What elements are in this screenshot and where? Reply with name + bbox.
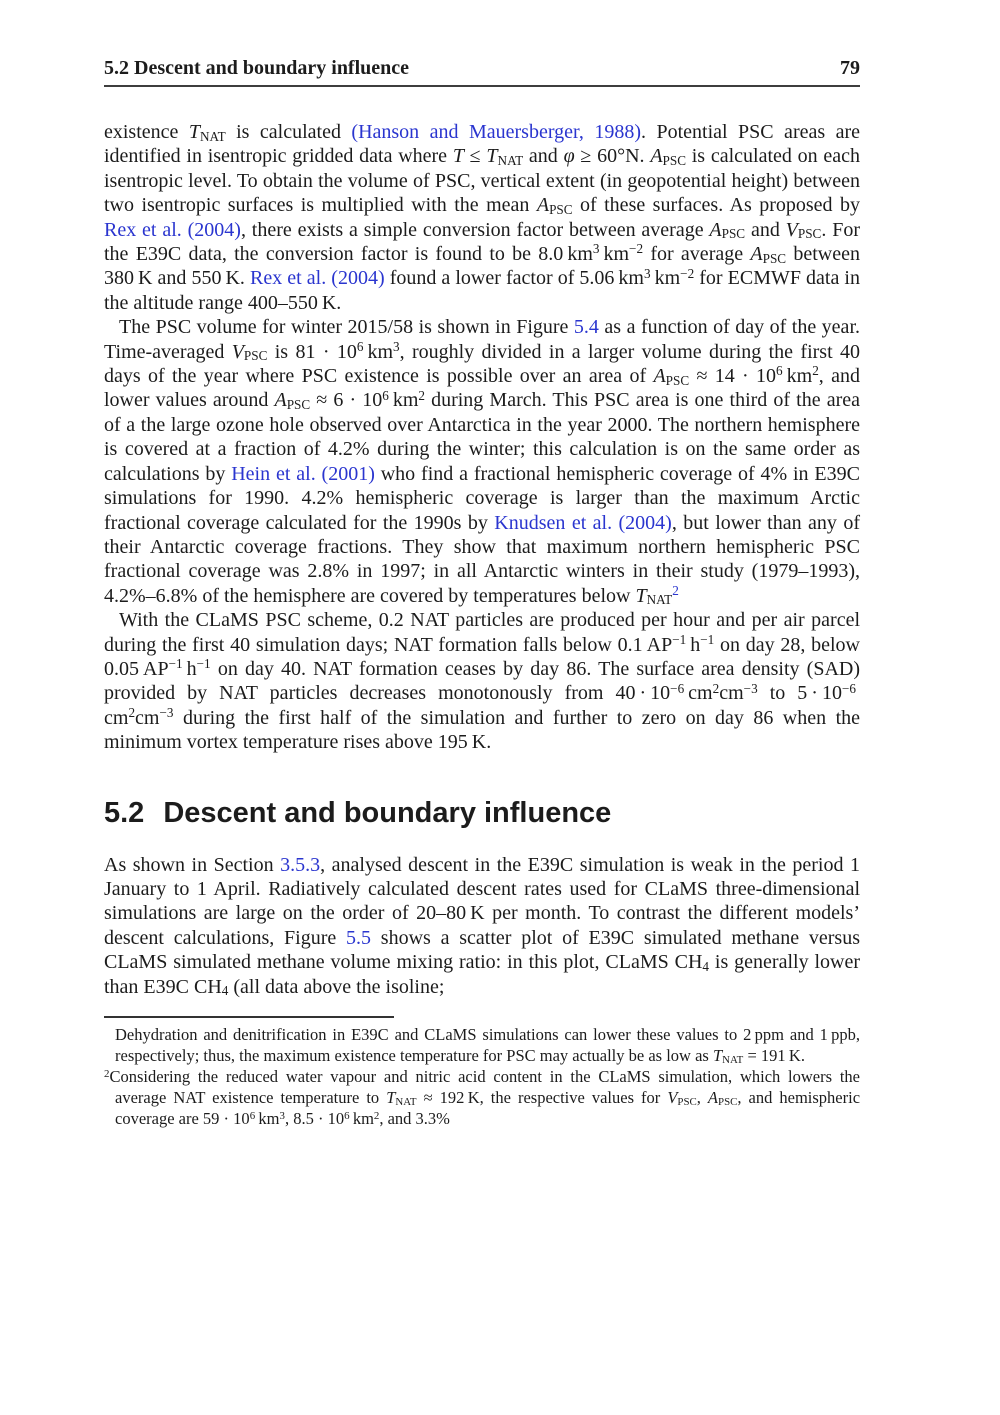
section-heading — [104, 796, 860, 830]
footnote-ref-2[interactable]: 2 — [672, 583, 679, 599]
body-text-after-heading — [104, 853, 860, 999]
paragraph-clams-scheme: With the CLaMS PSC scheme, 0.2 NAT particles are produced per hour and per air parcel during the first 40 simulation days; NAT formation falls below 0.1 $AP^{-1}$ $h^{-1}$ on day 28, below 0.05 $AP^{-1}$ $h^{-1}$ on day 40. NAT formation ceases by day 86. The surface area density (SAD) provided by NAT particles decreases monotonously from $40 \cdot 10^{-6}$ $cm^2cm^{-3}$ to $5 \cdot 10^{-6}$ $cm^2cm^{-3}$ during the first half of the simulation and further to zero on day 86 when the minimum vortex temperature rises above 195 K. — [104, 609, 860, 754]
citation-rex-2004-b[interactable]: Rex et al. (2004) — [250, 267, 385, 290]
footnotes — [104, 1024, 860, 1129]
footnote-rule — [104, 1016, 394, 1018]
running-header — [104, 0, 860, 80]
footnote-area — [104, 1016, 860, 1129]
page-number: 79 — [840, 57, 860, 79]
section-number: 5.2 — [104, 796, 145, 829]
paragraph-descent: As shown in Section 3.5.3, analysed descent in the E39C simulation is weak in the period 1 January to 1 April. Radiatively calculated descent rates used for CLaMS three-dimensional simulations are large on the order of 20–80 K per month. To contrast the different models’ descent calculations, Figure 5.5 shows a scatter plot of E39C simulated methane versus CLaMS simulated methane volume mixing ratio: in this plot, CLaMS $CH_4$ is generally lower than E39C $CH_4$ (all data above the isoline; — [104, 853, 861, 999]
figure-ref-5-4[interactable]: 5.4 — [573, 316, 599, 339]
header-rule — [104, 85, 860, 87]
citation-hein-2001[interactable]: Hein et al. (2001) — [231, 462, 375, 485]
footnote-2-marker: 2 — [104, 1067, 110, 1080]
citation-knudsen-2004[interactable]: Knudsen et al. (2004) — [494, 511, 672, 534]
footnote-2: $^2$Considering the reduced water vapour and nitric acid content in the CLaMS simulation, which lowers the average NAT existence temperature to $T_{NAT} \approx 192$ K, the respective values for $V_{PSC}$, $A_{PSC}$, and hemispheric coverage are $59 \cdot 10^6$ $km^3$, $8.5 \cdot 10^6$ $km^2$, and 3.3% — [104, 1067, 861, 1128]
citation-rex-2004[interactable]: Rex et al. (2004) — [104, 218, 241, 241]
running-header-title: 5.2 Descent and boundary influence — [104, 57, 410, 79]
section-title: Descent and boundary influence — [163, 796, 612, 829]
figure-ref-5-5[interactable]: 5.5 — [346, 926, 372, 949]
footnote-1-continuation: Dehydration and denitrification in E39C and CLaMS simulations can lower these values to 2 ppm and 1 ppb, respectively; thus, the maximum existence temperature for PSC may actually be as low as $T_{NAT} = 191$ K. — [115, 1025, 860, 1067]
body-text — [104, 120, 860, 755]
paragraph-psc-existence: existence $T_{NAT}$ is calculated (Hanson and Mauersberger, 1988). Potential PSC areas are identified in isentropic gridded data where $T \le T_{NAT}$ and φ ≥ 60°N. $A_{PSC}$ is calculated on each isentropic level. To obtain the volume of PSC, vertical extent (in geopotential height) between two isentropic surfaces is multiplied with the mean $A_{PSC}$ of these surfaces. As proposed by Rex et al. (2004), there exists a simple conversion factor between average $A_{PSC}$ and $V_{PSC}$. For the E39C data, the conversion factor is found to be 8.0 $km^3$ $km^{-2}$ for average $A_{PSC}$ between 380 K and 550 K. Rex et al. (2004) found a lower factor of 5.06 $km^3$ $km^{-2}$ for ECMWF data in the altitude range 400–550 K. — [104, 121, 861, 314]
citation-hanson-mauersberger-1988[interactable]: (Hanson and Mauersberger, 1988) — [351, 121, 641, 143]
section-ref-3-5-3[interactable]: 3.5.3 — [280, 853, 321, 876]
paragraph-psc-volume: The PSC volume for winter 2015/58 is shown in Figure 5.4 as a function of day of the year. Time-averaged $V_{PSC}$ is $81 \cdot 10^6$ $km^3$, roughly divided in a larger volume during the first 40 days of the year where PSC existence is possible over an area of $A_{PSC} \approx 14 \cdot 10^6$ $km^2$, and lower values around $A_{PSC} \approx 6 \cdot 10^6$ $km^2$ during March. This PSC area is one third of the area of a the large ozone hole observed over Antarctica in the year 2000. The northern hemisphere is covered at a fraction of 4.2% during the winter; this calculation is on the same order as calculations by Hein et al. (2001) who find a fractional hemispheric coverage of 4% in E39C simulations for 1990. 4.2% hemispheric coverage is larger than the maximum Arctic fractional coverage calculated for the 1990s by Knudsen et al. (2004), but lower than any of their Antarctic coverage fractions. They show that maximum northern hemispheric PSC fractional coverage was 2.8% in 1997; in all Antarctic winters in their study (1979–1993), 4.2%–6.8% of the hemisphere are covered by temperatures below $T_{NAT}^2$ — [104, 316, 860, 608]
